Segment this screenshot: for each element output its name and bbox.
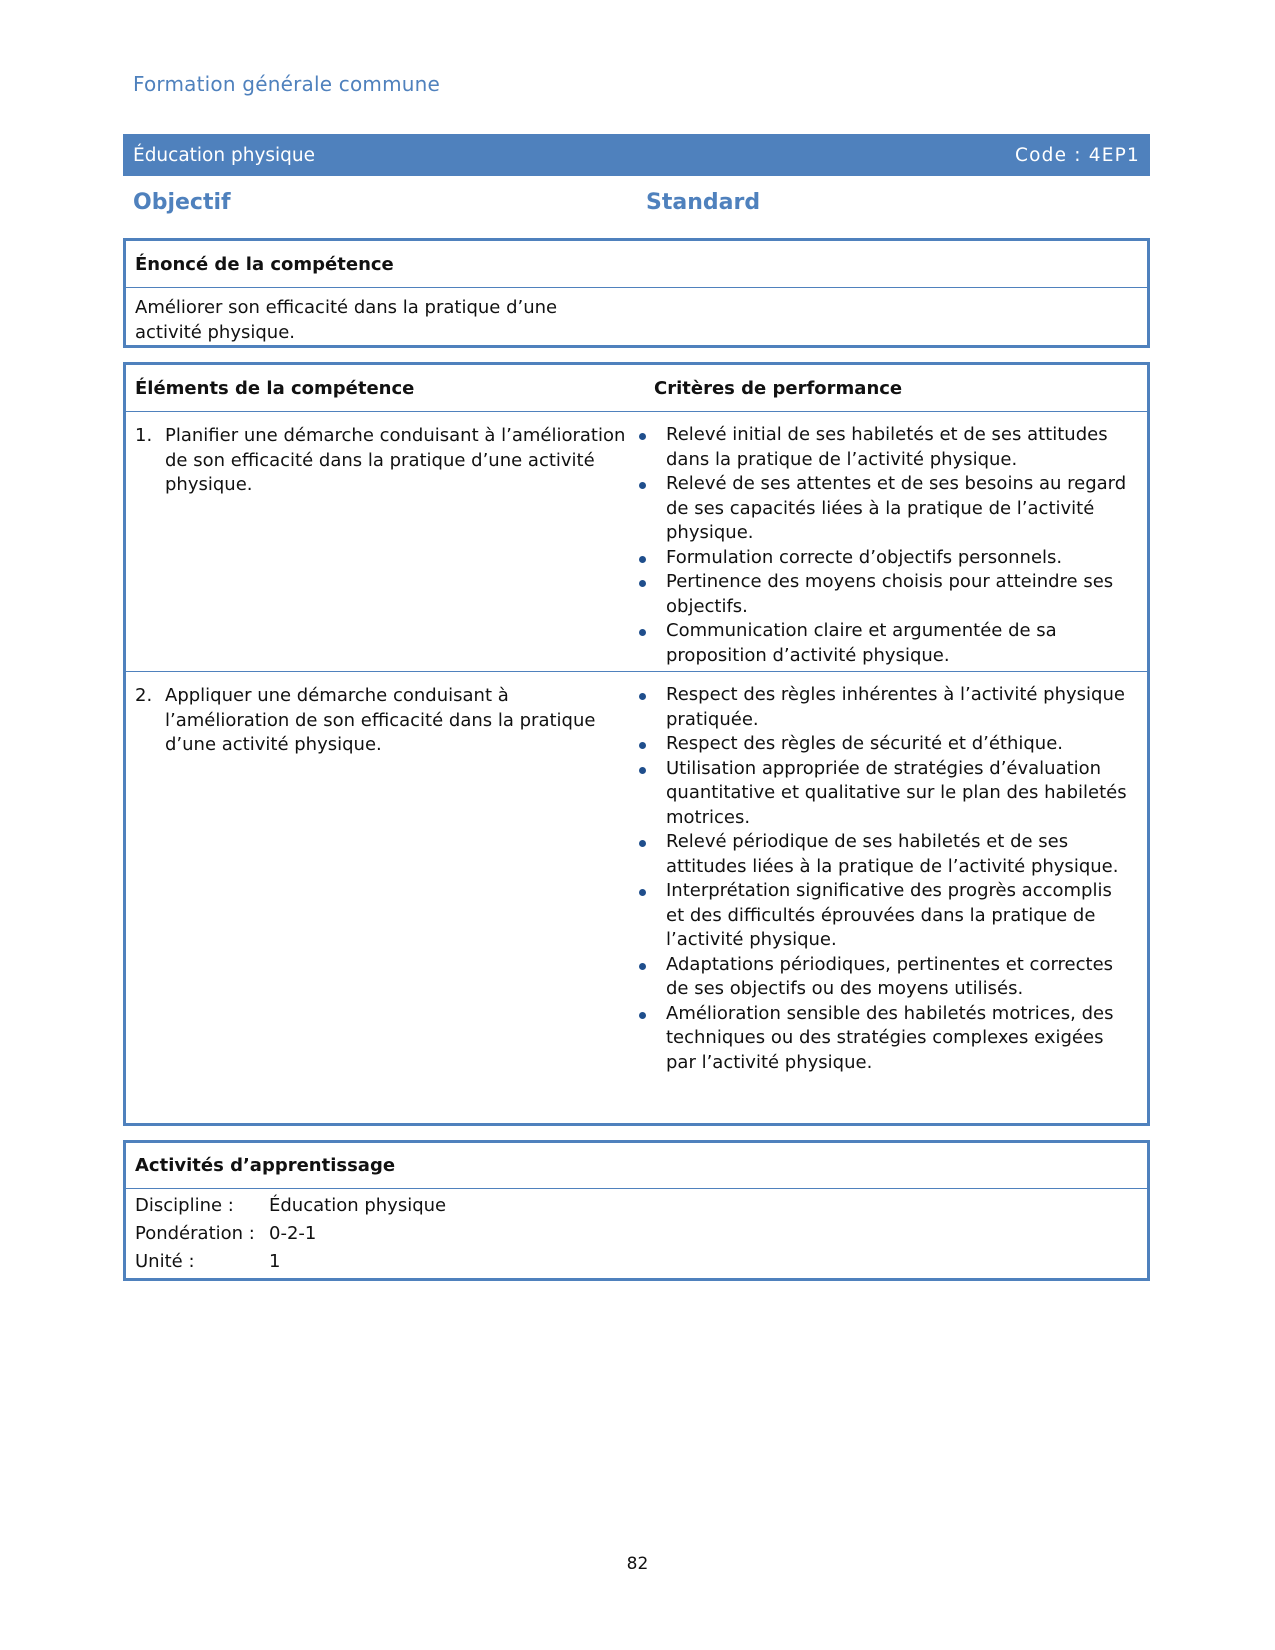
section-title: Formation générale commune	[133, 72, 441, 96]
elements-header: Éléments de la compétence	[135, 377, 415, 399]
criteria-item: Formulation correcte d’objectifs personnels.	[636, 546, 1127, 571]
table-row	[126, 672, 1147, 1127]
bullet-icon	[636, 1002, 666, 1076]
criteria-item: Adaptations périodiques, pertinentes et correctes de ses objectifs ou des moyens utilisés.	[636, 953, 1127, 1002]
elements-header-row	[126, 365, 1147, 412]
meta-label: Pondération :	[135, 1223, 255, 1244]
enonce-text: Améliorer son efficacité dans la pratique d’une activité physique.	[135, 297, 558, 343]
bullet-icon	[636, 879, 666, 953]
criteria-item: Communication claire et argumentée de sa proposition d’activité physique.	[636, 619, 1127, 668]
element-cell	[126, 412, 636, 671]
criteria-item: Relevé initial de ses habiletés et de ses attitudes dans la pratique de l’activité physique.	[636, 423, 1127, 472]
meta-value: 1	[269, 1251, 281, 1272]
criteria-item: Respect des règles inhérentes à l’activité physique pratiquée.	[636, 683, 1127, 732]
element-text: Planifier une démarche conduisant à l’amélioration de son efficacité dans la pratique d’une activité physique.	[165, 425, 626, 495]
bullet-icon	[636, 546, 666, 571]
criteria-item: Relevé de ses attentes et de ses besoins au regard de ses capacités liées à la pratique de l’activité physique.	[636, 472, 1127, 546]
meta-label: Discipline :	[135, 1195, 234, 1216]
criteria-item: Utilisation appropriée de stratégies d’évaluation quantitative et qualitative sur le plan des habiletés motrices.	[636, 757, 1127, 831]
course-header-bar	[123, 134, 1150, 176]
meta-label: Unité :	[135, 1251, 195, 1272]
meta-row-discipline	[135, 1192, 1138, 1220]
standard-heading: Standard	[646, 190, 761, 215]
criteria-item: Respect des règles de sécurité et d’éthique.	[636, 732, 1127, 757]
elements-criteria-table	[123, 362, 1150, 1126]
criteria-item: Amélioration sensible des habiletés motrices, des techniques ou des stratégies complexes exigées par l’activité physique.	[636, 1002, 1127, 1076]
meta-value: 0-2-1	[269, 1223, 317, 1244]
criteria-list	[636, 423, 1127, 668]
page-number: 82	[626, 1554, 649, 1574]
course-code: Code : 4EP1	[1015, 144, 1140, 166]
activites-meta	[126, 1189, 1147, 1276]
bullet-icon	[636, 830, 666, 879]
criteria-list	[636, 683, 1127, 1075]
bullet-icon	[636, 683, 666, 732]
criteria-item: Relevé périodique de ses habiletés et de ses attitudes liées à la pratique de l’activité physique.	[636, 830, 1127, 879]
table-row	[126, 412, 1147, 672]
criteria-cell	[636, 672, 1147, 1127]
bullet-icon	[636, 619, 666, 668]
criteria-item: Interprétation significative des progrès accomplis et des difficultés éprouvées dans la pratique de l’activité physique.	[636, 879, 1127, 953]
activites-box	[123, 1140, 1150, 1281]
meta-row-ponderation	[135, 1220, 1138, 1248]
enonce-header	[126, 241, 1147, 288]
objectif-heading: Objectif	[133, 190, 231, 215]
element-cell	[126, 672, 636, 1127]
criteria-header: Critères de performance	[654, 377, 903, 399]
enonce-box	[123, 238, 1150, 348]
enonce-title: Énoncé de la compétence	[135, 253, 394, 275]
element-number: 2.	[135, 685, 153, 706]
criteria-cell	[636, 412, 1147, 671]
element-number: 1.	[135, 425, 153, 446]
bullet-icon	[636, 732, 666, 757]
activites-header	[126, 1143, 1147, 1189]
activites-title: Activités d’apprentissage	[135, 1155, 396, 1176]
bullet-icon	[636, 757, 666, 831]
element-text: Appliquer une démarche conduisant à l’amélioration de son efficacité dans la pratique d’une activité physique.	[165, 685, 596, 755]
bullet-icon	[636, 472, 666, 546]
meta-row-unite	[135, 1248, 1138, 1276]
criteria-item: Pertinence des moyens choisis pour atteindre ses objectifs.	[636, 570, 1127, 619]
course-name: Éducation physique	[133, 144, 316, 166]
meta-value: Éducation physique	[269, 1195, 447, 1216]
bullet-icon	[636, 953, 666, 1002]
bullet-icon	[636, 423, 666, 472]
bullet-icon	[636, 570, 666, 619]
